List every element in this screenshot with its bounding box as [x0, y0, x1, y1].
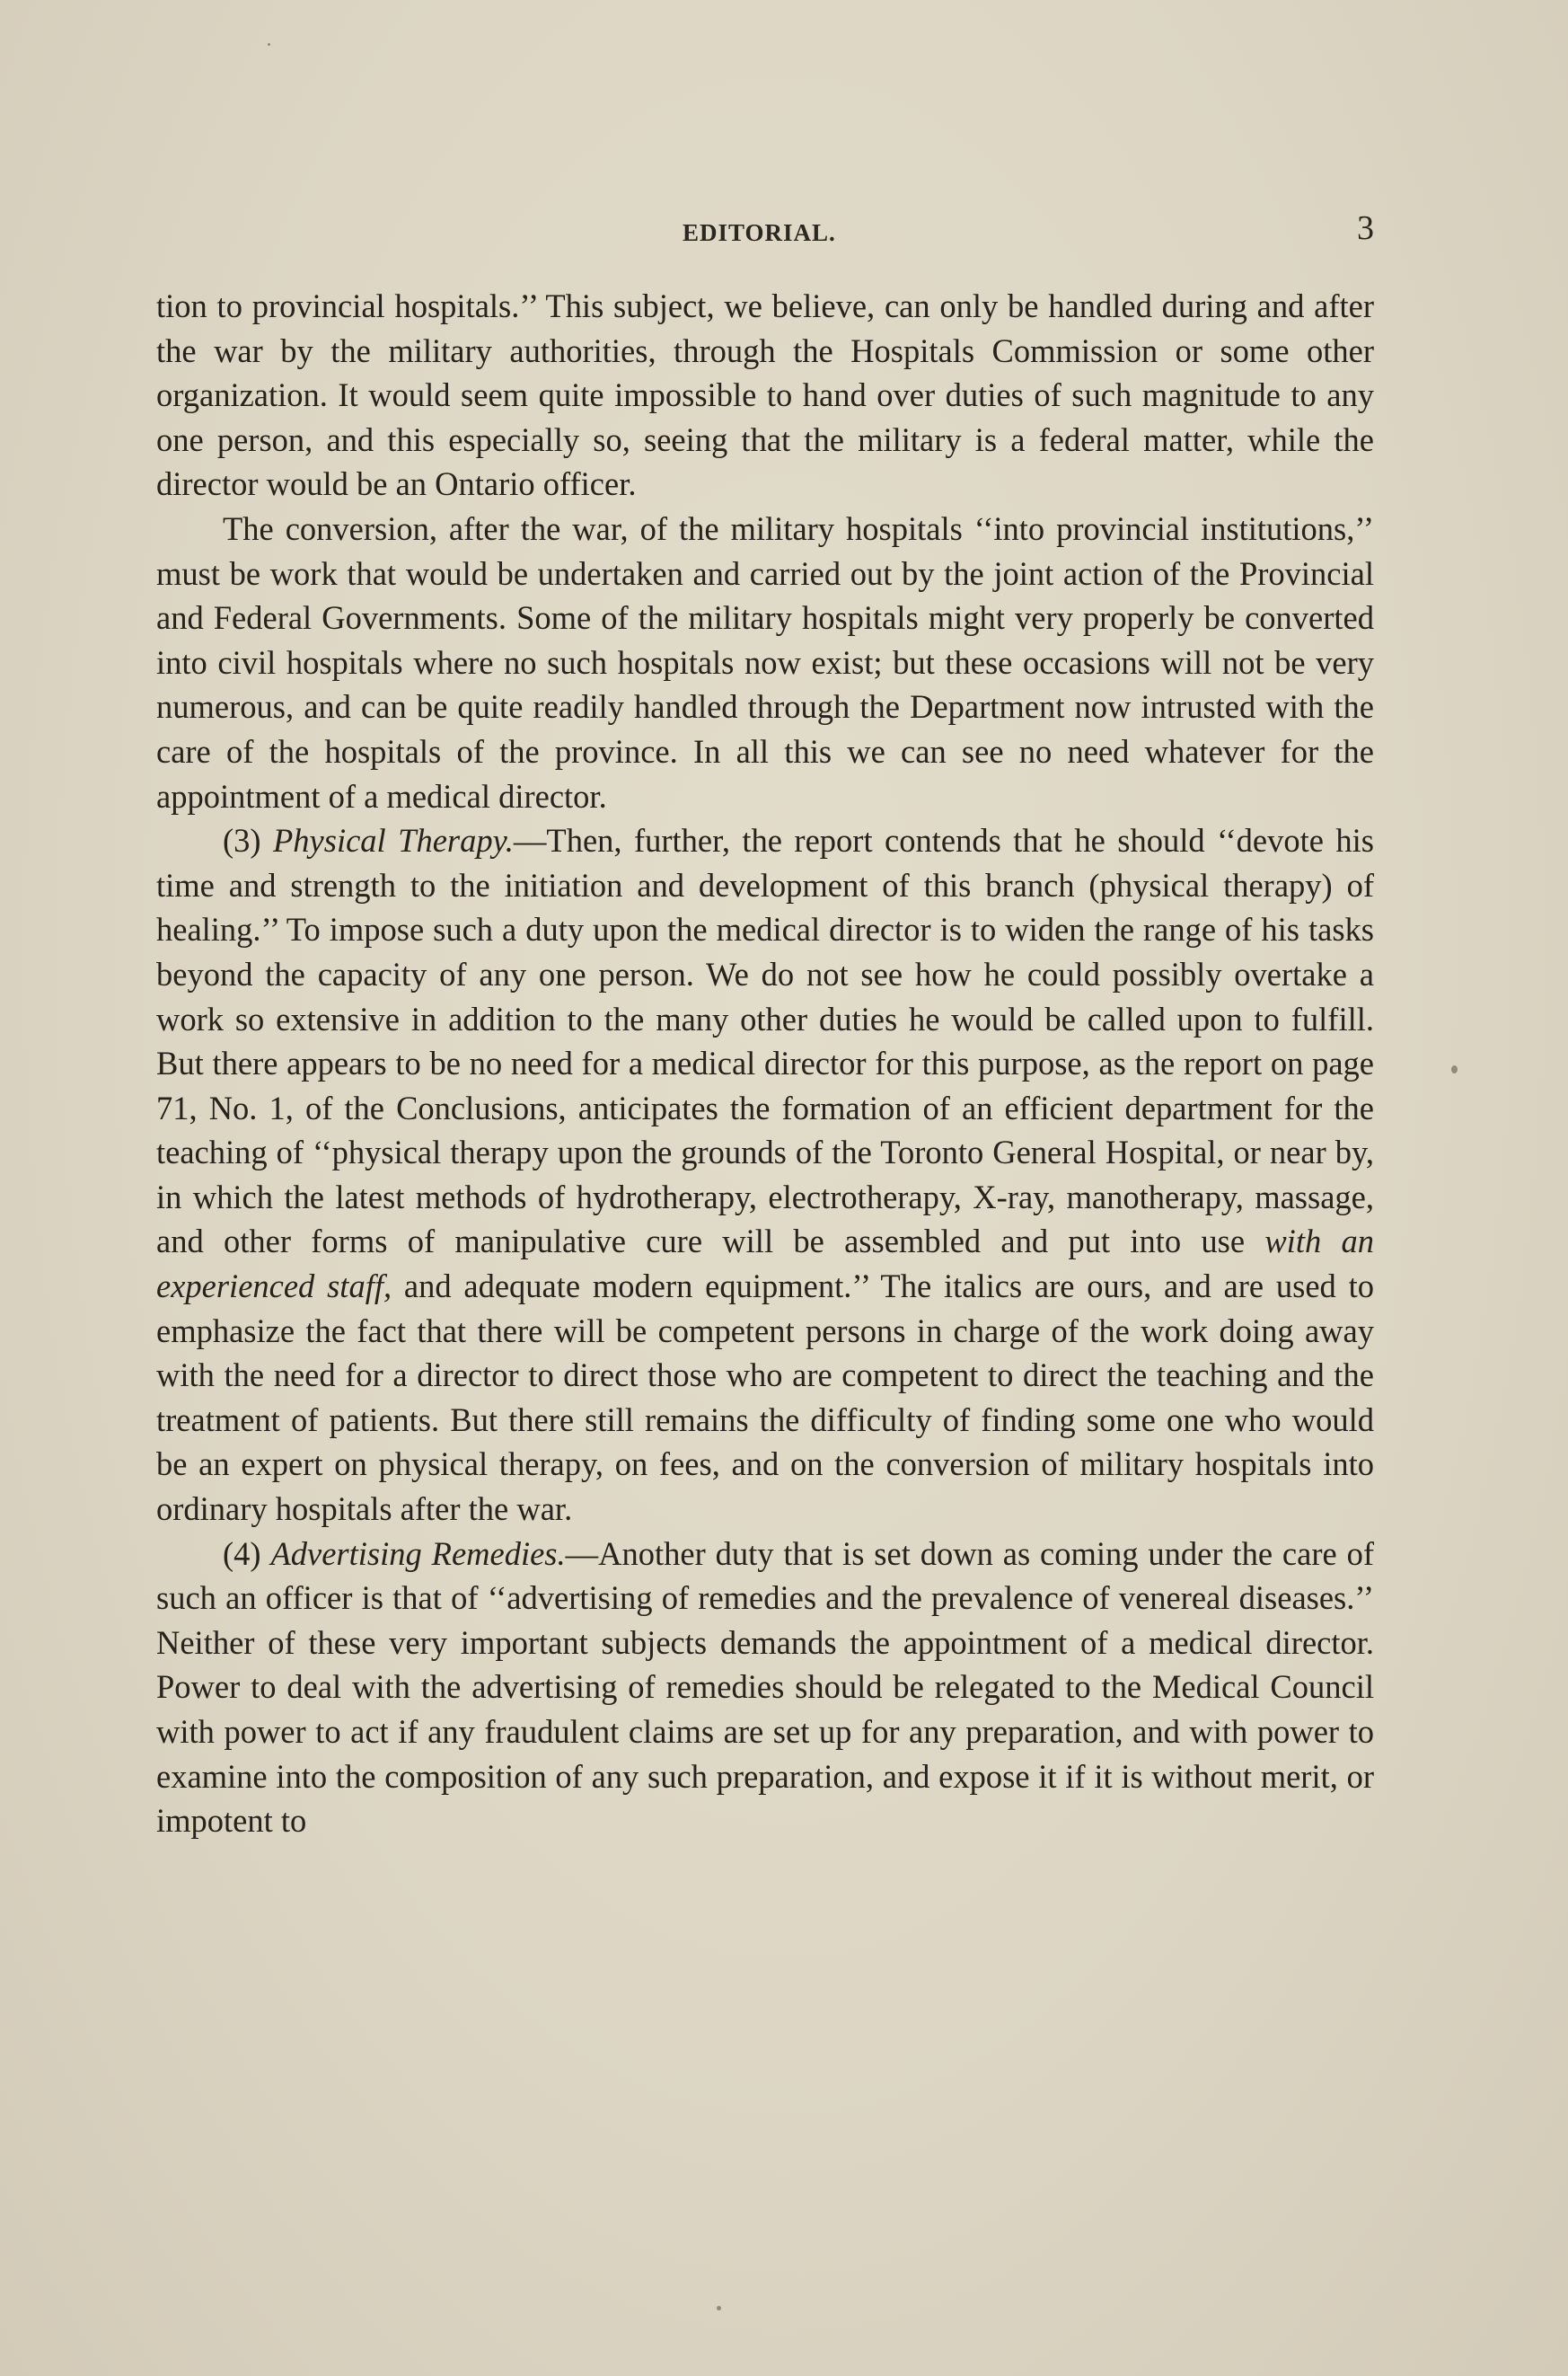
italic-text: with an experienced staff,: [156, 1223, 1374, 1305]
paragraph: [156, 507, 1374, 818]
paragraph: [156, 1532, 1374, 1843]
page-number: 3: [1357, 209, 1374, 247]
text-run: The conversion, after the war, of the military hospitals ‘‘into provincial institutions,’’ must be work that would be undertaken and carried out by the joint action of the Provincial and Federal Governments. Some of the military hospitals might very properly be converted into civil hospitals where no such hospitals now exist; but these occasions will not be very numerous, and can be quite readily handled through the Department now intrusted with the care of the hospitals of the province. In all this we can see no need whatever for the appointment of a medical director.: [156, 509, 1374, 815]
text-run: —Then, further, the report contends that he should ‘‘devote his time and strength to the initiation and development of this branch (physical therapy) of healing.’’ To impose such a duty upon the medical director is to widen the range of his tasks beyond the capacity of any one person. We do not see how he could possibly overtake a work so extensive in addition to the many other duties he would be called upon to fulfill. But there appears to be no need for a medical director for this purpose, as the report on page 71, No. 1, of the Conclusions, anticipates the formation of an efficient department for the teaching of ‘‘physical therapy upon the grounds of the Toronto General Hospital, or near by, in which the latest methods of hydrotherapy, electrotherapy, X-ray, manotherapy, massage, and other forms of manipulative cure will be assembled and put into use: [156, 822, 1375, 1260]
paper-speck: [717, 2306, 721, 2310]
text-run: —Another duty that is set down as coming under the care of such an officer is that of ‘‘advertising of remedies and the prevalence of venereal diseases.’’ Neither of these very important subjects demands the appointment of a medical director. Power to deal with the advertising of remedies should be relegated to the Medical Council with power to act if any fraudulent claims are set up for any preparation, and with power to examine into the composition of any such preparation, and expose it if it is without merit, or impotent to: [156, 1534, 1374, 1840]
text-run: (4): [223, 1534, 271, 1572]
running-head: [158, 208, 1374, 262]
running-title: EDITORIAL.: [683, 219, 836, 246]
text-run: tion to provincial hospitals.’’ This subject, we believe, can only be handled during and after the war by the military authorities, through the Hospitals Commission or some other organization. It would seem quite impossible to hand over duties of such magnitude to any one person, and this especially so, seeing that the military is a federal matter, while the director would be an Ontario officer.: [156, 287, 1374, 503]
text-run: (3): [223, 822, 274, 860]
italic-text: Advertising Remedies.: [270, 1534, 566, 1572]
editorial-body: [156, 284, 1374, 1843]
italic-text: Physical Therapy.: [273, 822, 514, 860]
paragraph: [156, 284, 1374, 507]
paragraph: [156, 818, 1374, 1532]
text-run: and adequate modern equipment.’’ The italics are ours, and are used to emphasize the fact that there will be competent persons in charge of the work doing away with the need for a director to direct those who are competent to direct the teaching and the treatment of patients. But there still remains the difficulty of finding some one who would be an expert on physical therapy, on fees, and on the conversion of military hospitals into ordinary hospitals after the war.: [156, 1267, 1374, 1528]
paper-speck: [268, 43, 270, 46]
paper-speck: [1451, 1065, 1458, 1073]
